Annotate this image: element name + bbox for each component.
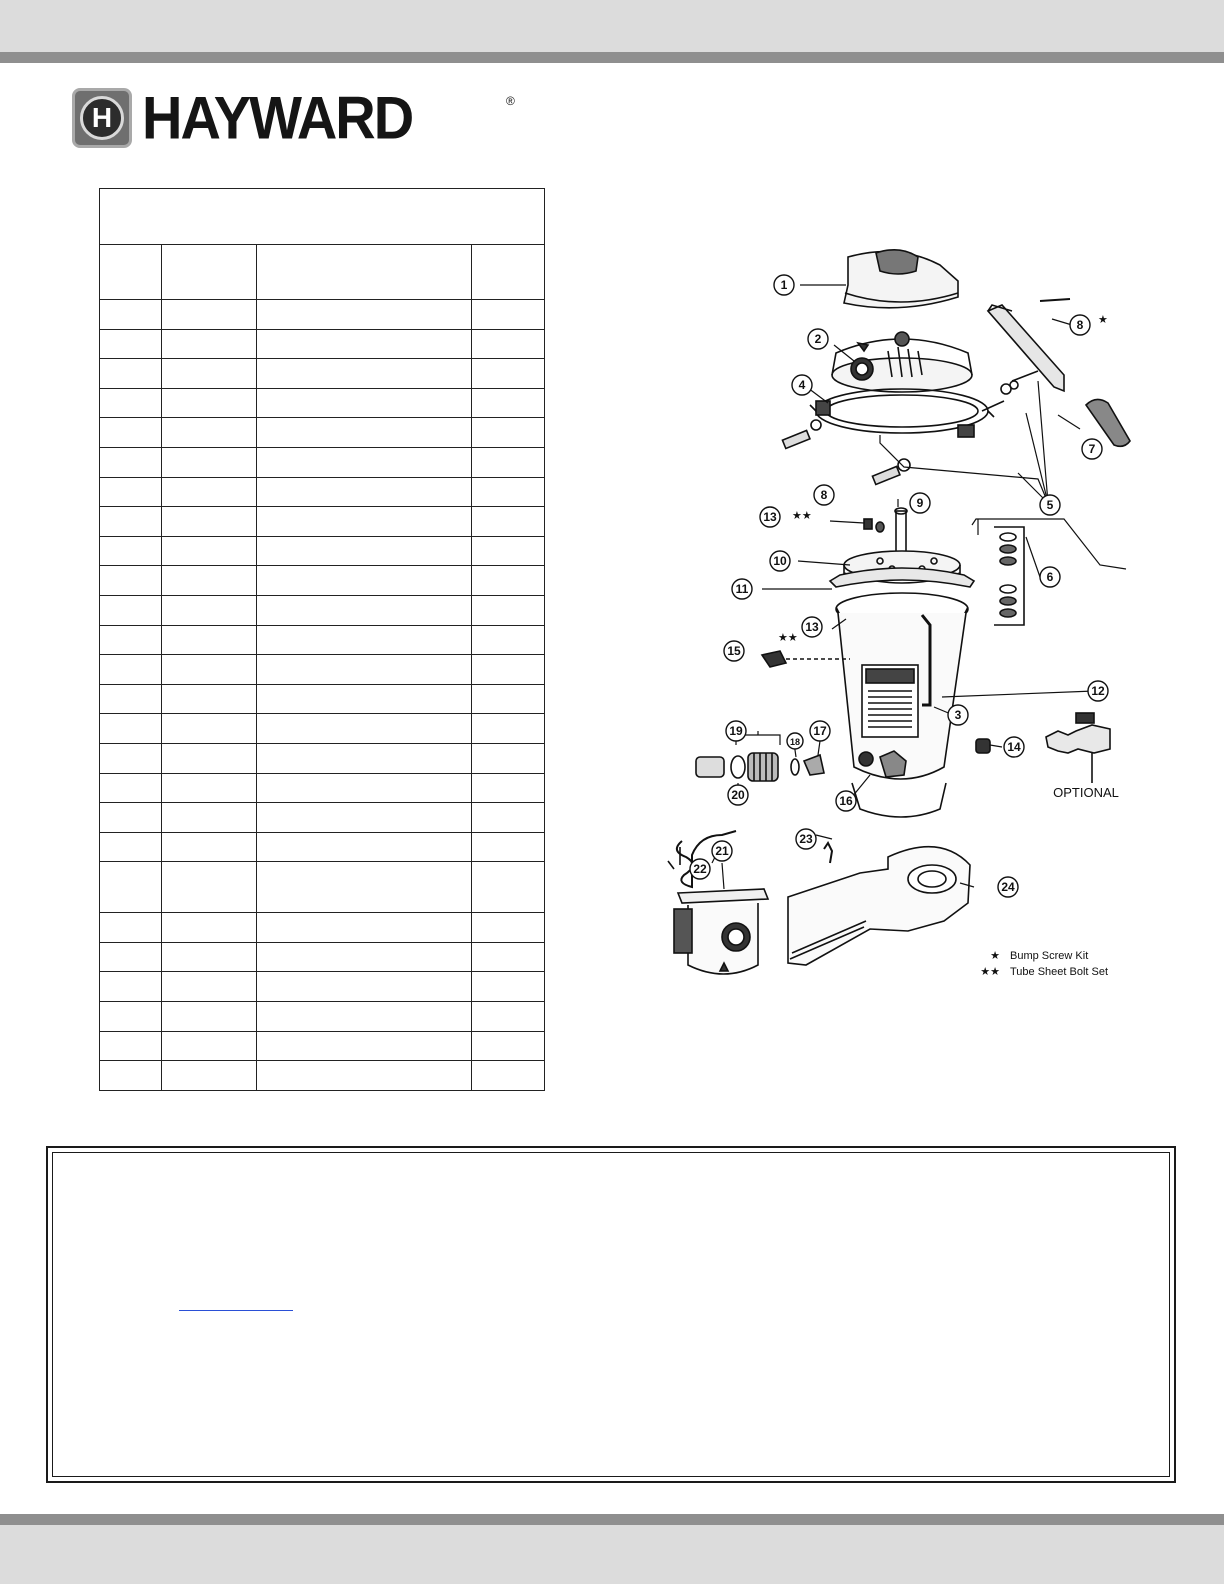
legend-text-2: Tube Sheet Bolt Set bbox=[1010, 966, 1109, 978]
table-row bbox=[100, 447, 545, 477]
o-rings-part bbox=[994, 527, 1024, 625]
hayward-logo bbox=[72, 83, 515, 152]
table-cell bbox=[257, 447, 472, 477]
table-cell bbox=[257, 477, 472, 507]
table-cell bbox=[162, 447, 257, 477]
table-cell bbox=[100, 803, 162, 833]
table-row bbox=[100, 743, 545, 773]
footer-band bbox=[0, 1525, 1224, 1584]
table-row bbox=[100, 1031, 545, 1061]
callout-8 bbox=[1070, 315, 1090, 335]
callout-number: 10 bbox=[773, 554, 787, 568]
callout-14 bbox=[1004, 737, 1024, 757]
callout-number: 13 bbox=[763, 510, 777, 524]
callout-9 bbox=[910, 493, 930, 513]
callout-number: 4 bbox=[798, 378, 806, 392]
notice-box bbox=[46, 1146, 1176, 1483]
table-cell bbox=[257, 1031, 472, 1061]
table-cell bbox=[257, 1002, 472, 1032]
table-cell bbox=[162, 1002, 257, 1032]
table-row bbox=[100, 1061, 545, 1091]
table-cell bbox=[257, 566, 472, 596]
table-body bbox=[100, 300, 545, 1091]
table-cell bbox=[257, 684, 472, 714]
callout-number: 22 bbox=[693, 862, 707, 876]
table-cell bbox=[162, 714, 257, 744]
header-part-number-cell bbox=[162, 245, 257, 300]
table-cell bbox=[257, 388, 472, 418]
callout-number: 7 bbox=[1088, 442, 1096, 456]
drain-plug-part bbox=[976, 739, 990, 753]
exploded-parts-diagram bbox=[640, 235, 1160, 995]
callout-number: 12 bbox=[1091, 684, 1105, 698]
table-cell bbox=[257, 803, 472, 833]
callout-number: 23 bbox=[799, 832, 813, 846]
table-cell bbox=[162, 625, 257, 655]
table-cell bbox=[257, 329, 472, 359]
table-cell bbox=[100, 595, 162, 625]
optional-valve-part bbox=[1046, 713, 1110, 783]
callout-number: 1 bbox=[780, 278, 788, 292]
table-cell bbox=[100, 388, 162, 418]
gauge-adapter-part bbox=[762, 651, 850, 667]
table-row bbox=[100, 942, 545, 972]
table-cell bbox=[472, 625, 545, 655]
filter-base-part bbox=[788, 843, 970, 965]
callout-number: 9 bbox=[916, 496, 924, 510]
table-row bbox=[100, 913, 545, 943]
table-cell bbox=[162, 388, 257, 418]
table-cell bbox=[100, 1061, 162, 1091]
table-cell bbox=[257, 832, 472, 862]
table-cell bbox=[162, 972, 257, 1002]
callout-number: 18 bbox=[789, 737, 801, 747]
table-title-row bbox=[100, 189, 545, 245]
table-cell bbox=[472, 972, 545, 1002]
callout-22 bbox=[690, 859, 710, 879]
callout-number: 24 bbox=[1001, 880, 1015, 894]
star-mark-8a: ★ bbox=[1098, 313, 1108, 326]
callout-number: 20 bbox=[731, 788, 745, 802]
table-cell bbox=[162, 418, 257, 448]
logo-badge-icon bbox=[72, 88, 132, 148]
table-cell bbox=[100, 418, 162, 448]
table-cell bbox=[257, 942, 472, 972]
table-cell bbox=[100, 773, 162, 803]
table-row bbox=[100, 655, 545, 685]
table-cell bbox=[162, 684, 257, 714]
table-row bbox=[100, 477, 545, 507]
table-cell bbox=[472, 300, 545, 330]
table-cell bbox=[257, 359, 472, 389]
table-cell bbox=[100, 655, 162, 685]
callout-23 bbox=[796, 829, 816, 849]
table-cell bbox=[100, 714, 162, 744]
callout-number: 2 bbox=[814, 332, 822, 346]
table-cell bbox=[162, 803, 257, 833]
callout-number: 14 bbox=[1007, 740, 1021, 754]
callout-3 bbox=[948, 705, 968, 725]
table-cell bbox=[100, 913, 162, 943]
table-row bbox=[100, 566, 545, 596]
table-row bbox=[100, 418, 545, 448]
legend-text-1: Bump Screw Kit bbox=[1010, 950, 1089, 962]
table-cell bbox=[162, 942, 257, 972]
table-row bbox=[100, 300, 545, 330]
table-cell bbox=[257, 862, 472, 913]
table-cell bbox=[100, 743, 162, 773]
star-mark-13a: ★★ bbox=[792, 509, 812, 522]
table-cell bbox=[100, 447, 162, 477]
table-cell bbox=[257, 913, 472, 943]
callout-number: 19 bbox=[729, 724, 743, 738]
table-cell bbox=[472, 655, 545, 685]
union-fittings-part bbox=[696, 753, 824, 781]
table-cell bbox=[472, 942, 545, 972]
callout-24 bbox=[998, 877, 1018, 897]
notice-box-inner bbox=[52, 1152, 1170, 1477]
callout-number: 21 bbox=[715, 844, 729, 858]
table-cell bbox=[257, 714, 472, 744]
filter-head-part bbox=[832, 332, 972, 392]
table-cell bbox=[162, 536, 257, 566]
callout-18 bbox=[787, 733, 803, 749]
table-cell bbox=[472, 1002, 545, 1032]
table-cell bbox=[100, 1031, 162, 1061]
callout-19 bbox=[726, 721, 746, 741]
table-cell bbox=[100, 359, 162, 389]
callout-number: 16 bbox=[839, 794, 853, 808]
table-cell bbox=[162, 329, 257, 359]
table-row bbox=[100, 803, 545, 833]
table-cell bbox=[100, 942, 162, 972]
table-cell bbox=[472, 418, 545, 448]
table-cell bbox=[100, 862, 162, 913]
callout-12 bbox=[1088, 681, 1108, 701]
callout-7 bbox=[1082, 439, 1102, 459]
table-cell bbox=[100, 477, 162, 507]
optional-label: OPTIONAL bbox=[1053, 785, 1119, 800]
header-rule bbox=[0, 52, 1224, 63]
table-cell bbox=[100, 536, 162, 566]
parts-list-table bbox=[99, 188, 545, 1091]
table-row bbox=[100, 536, 545, 566]
table-cell bbox=[472, 773, 545, 803]
table-cell bbox=[100, 625, 162, 655]
table-cell bbox=[472, 566, 545, 596]
table-cell bbox=[162, 477, 257, 507]
table-cell bbox=[100, 832, 162, 862]
table-row bbox=[100, 1002, 545, 1032]
table-row bbox=[100, 972, 545, 1002]
table-cell bbox=[472, 447, 545, 477]
table-cell bbox=[257, 536, 472, 566]
table-cell bbox=[162, 743, 257, 773]
table-cell bbox=[100, 329, 162, 359]
callout-11 bbox=[732, 579, 752, 599]
table-cell bbox=[472, 684, 545, 714]
callout-10 bbox=[770, 551, 790, 571]
table-cell bbox=[162, 913, 257, 943]
table-cell bbox=[472, 329, 545, 359]
callout-number: 17 bbox=[813, 724, 827, 738]
callout-21 bbox=[712, 841, 732, 861]
table-cell bbox=[472, 1031, 545, 1061]
header-description-cell bbox=[257, 245, 472, 300]
header-band bbox=[0, 0, 1224, 52]
callout-6 bbox=[1040, 567, 1060, 587]
table-row bbox=[100, 507, 545, 537]
legend-symbol-2: ★★ bbox=[980, 966, 1000, 978]
table-cell bbox=[472, 388, 545, 418]
bump-bolt-part bbox=[864, 519, 884, 532]
table-cell bbox=[472, 1061, 545, 1091]
table-cell bbox=[100, 1002, 162, 1032]
table-cell bbox=[162, 566, 257, 596]
table-cell bbox=[472, 477, 545, 507]
callout-5 bbox=[1040, 495, 1060, 515]
table-cell bbox=[257, 655, 472, 685]
callout-number: 5 bbox=[1046, 498, 1054, 512]
table-cell bbox=[257, 418, 472, 448]
table-cell bbox=[162, 862, 257, 913]
table-cell bbox=[257, 507, 472, 537]
table-cell bbox=[100, 507, 162, 537]
callout-13 bbox=[760, 507, 780, 527]
table-row bbox=[100, 862, 545, 913]
table-cell bbox=[162, 300, 257, 330]
callout-8 bbox=[814, 485, 834, 505]
table-row bbox=[100, 595, 545, 625]
header-quantity-cell bbox=[472, 245, 545, 300]
table-cell bbox=[472, 359, 545, 389]
table-cell bbox=[472, 714, 545, 744]
table-cell bbox=[472, 862, 545, 913]
callout-1 bbox=[774, 275, 794, 295]
table-cell bbox=[162, 359, 257, 389]
logo-badge-letter: H bbox=[80, 96, 124, 140]
legend-symbol-1: ★ bbox=[990, 950, 1000, 962]
callout-4 bbox=[792, 375, 812, 395]
table-row bbox=[100, 832, 545, 862]
header-ref-cell bbox=[100, 245, 162, 300]
filter-housing-part bbox=[838, 613, 966, 817]
table-cell bbox=[472, 507, 545, 537]
table-row bbox=[100, 359, 545, 389]
callout-2 bbox=[808, 329, 828, 349]
table-cell bbox=[100, 684, 162, 714]
table-cell bbox=[257, 625, 472, 655]
table-cell bbox=[472, 743, 545, 773]
callout-number: 13 bbox=[805, 620, 819, 634]
callout-number: 15 bbox=[727, 644, 741, 658]
clamp-ring-part bbox=[810, 389, 994, 437]
notice-link-underline[interactable] bbox=[179, 1310, 293, 1311]
table-row bbox=[100, 684, 545, 714]
callout-number: 11 bbox=[735, 582, 749, 596]
table-header-row bbox=[100, 245, 545, 300]
callout-16 bbox=[836, 791, 856, 811]
table-title-cell bbox=[100, 189, 545, 245]
table-cell bbox=[162, 655, 257, 685]
callout-number: 3 bbox=[954, 708, 962, 722]
table-cell bbox=[472, 803, 545, 833]
table-cell bbox=[257, 595, 472, 625]
table-cell bbox=[472, 595, 545, 625]
table-cell bbox=[472, 913, 545, 943]
logo-wordmark: HAYWARD bbox=[142, 83, 413, 152]
diagram-legend bbox=[980, 950, 1108, 978]
footer-rule bbox=[0, 1514, 1224, 1525]
callout-13 bbox=[802, 617, 822, 637]
callout-15 bbox=[724, 641, 744, 661]
callout-number: 8 bbox=[820, 488, 828, 502]
table-cell bbox=[472, 536, 545, 566]
callout-number: 6 bbox=[1046, 570, 1054, 584]
filter-lid-part bbox=[844, 250, 958, 308]
table-cell bbox=[162, 832, 257, 862]
table-cell bbox=[472, 832, 545, 862]
table-row bbox=[100, 714, 545, 744]
table-cell bbox=[162, 1061, 257, 1091]
table-row bbox=[100, 625, 545, 655]
callout-17 bbox=[810, 721, 830, 741]
table-cell bbox=[100, 300, 162, 330]
table-row bbox=[100, 388, 545, 418]
table-cell bbox=[162, 1031, 257, 1061]
table-cell bbox=[100, 972, 162, 1002]
table-cell bbox=[162, 773, 257, 803]
callout-20 bbox=[728, 785, 748, 805]
table-cell bbox=[100, 566, 162, 596]
callout-number: 8 bbox=[1076, 318, 1084, 332]
table-cell bbox=[162, 507, 257, 537]
registered-mark: ® bbox=[506, 94, 515, 108]
table-cell bbox=[257, 300, 472, 330]
table-cell bbox=[257, 972, 472, 1002]
table-cell bbox=[162, 595, 257, 625]
table-row bbox=[100, 329, 545, 359]
table-row bbox=[100, 773, 545, 803]
star-mark-13b: ★★ bbox=[778, 631, 798, 644]
table-cell bbox=[257, 1061, 472, 1091]
table-cell bbox=[257, 743, 472, 773]
table-cell bbox=[257, 773, 472, 803]
